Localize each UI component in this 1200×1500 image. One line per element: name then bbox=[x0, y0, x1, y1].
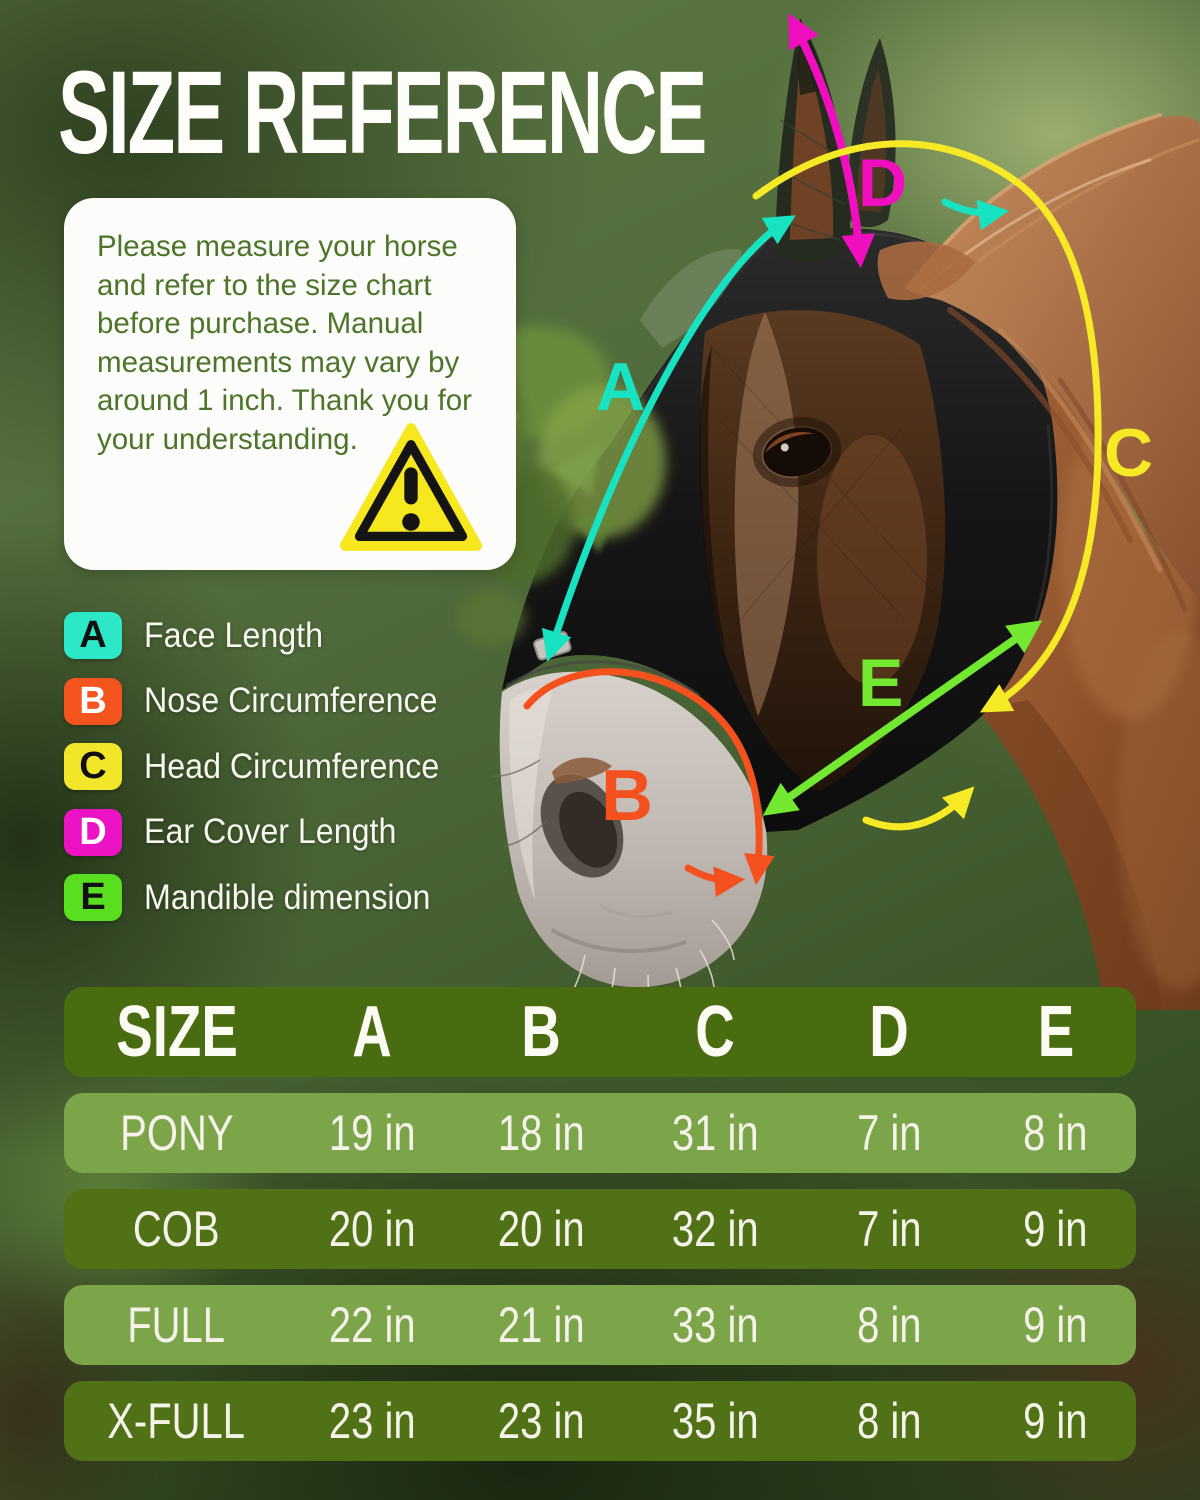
table-header-cell: C bbox=[695, 992, 735, 1072]
table-cell: 35 in bbox=[671, 1393, 759, 1449]
table-header-cell: A bbox=[352, 992, 392, 1072]
table-header-row bbox=[64, 987, 1136, 1077]
legend-label: Face Length bbox=[144, 615, 324, 655]
legend-item-c bbox=[64, 743, 465, 790]
annotation-a: A bbox=[596, 349, 646, 425]
annotation-b: B bbox=[601, 756, 653, 836]
arrow-head-circumference-jaw bbox=[866, 793, 968, 827]
info-text: Please measure your horse and refer to the size chart before purchase. Manual measurements may vary by around 1 inch. Thank you for your understanding. bbox=[97, 230, 473, 456]
table-row bbox=[64, 1093, 1136, 1173]
legend-badge: B bbox=[64, 678, 122, 725]
table-cell: 22 in bbox=[328, 1297, 416, 1353]
table-cell: 20 in bbox=[328, 1201, 416, 1257]
legend-badge: C bbox=[64, 743, 122, 790]
info-card bbox=[64, 198, 516, 570]
legend-label: Nose Circumference bbox=[144, 681, 438, 720]
table-cell: 9 in bbox=[1023, 1297, 1088, 1353]
legend-item-d bbox=[64, 809, 418, 856]
table-header-cell: D bbox=[869, 992, 910, 1072]
legend-item-e bbox=[64, 874, 455, 921]
table-cell: PONY bbox=[119, 1105, 234, 1161]
table-header-cell: B bbox=[521, 992, 561, 1072]
table-cell: 18 in bbox=[497, 1105, 585, 1161]
table-cell: 8 in bbox=[1023, 1105, 1088, 1161]
table-cell: 9 in bbox=[1023, 1393, 1088, 1449]
size-table bbox=[64, 987, 1136, 1461]
table-cell: FULL bbox=[127, 1297, 226, 1353]
legend-label: Head Circumference bbox=[144, 746, 440, 786]
table-cell: 21 in bbox=[497, 1297, 585, 1353]
table-cell: 20 in bbox=[497, 1201, 585, 1257]
table-cell: 9 in bbox=[1023, 1201, 1088, 1257]
warning-icon bbox=[336, 420, 486, 556]
legend-badge: D bbox=[64, 809, 122, 856]
table-cell: 8 in bbox=[857, 1297, 922, 1353]
table-cell: 32 in bbox=[671, 1201, 759, 1257]
annotation-c: C bbox=[1104, 415, 1154, 491]
table-cell: 23 in bbox=[328, 1393, 416, 1449]
table-cell: 7 in bbox=[857, 1201, 922, 1257]
annotation-e: E bbox=[858, 645, 904, 721]
legend-badge: E bbox=[64, 874, 122, 921]
table-header-cell: E bbox=[1037, 992, 1074, 1072]
legend-label: Mandible dimension bbox=[144, 877, 431, 917]
table-cell: COB bbox=[133, 1201, 220, 1257]
table-row bbox=[64, 1381, 1136, 1461]
table-row bbox=[64, 1189, 1136, 1269]
legend-item-b bbox=[64, 678, 463, 725]
table-cell: 19 in bbox=[328, 1105, 416, 1161]
table-cell: 23 in bbox=[497, 1393, 585, 1449]
annotation-d: D bbox=[858, 145, 908, 221]
table-cell: 7 in bbox=[857, 1105, 922, 1161]
table-cell: 33 in bbox=[671, 1297, 759, 1353]
legend-label: Ear Cover Length bbox=[144, 812, 397, 851]
table-cell: X-FULL bbox=[107, 1393, 246, 1449]
legend-item-a bbox=[64, 612, 339, 659]
table-header-cell: SIZE bbox=[115, 992, 238, 1072]
table-cell: 31 in bbox=[671, 1105, 759, 1161]
table-cell: 8 in bbox=[857, 1393, 922, 1449]
table-row bbox=[64, 1285, 1136, 1365]
legend-badge: A bbox=[64, 612, 122, 659]
page-title: SIZE REFERENCE bbox=[58, 47, 706, 179]
